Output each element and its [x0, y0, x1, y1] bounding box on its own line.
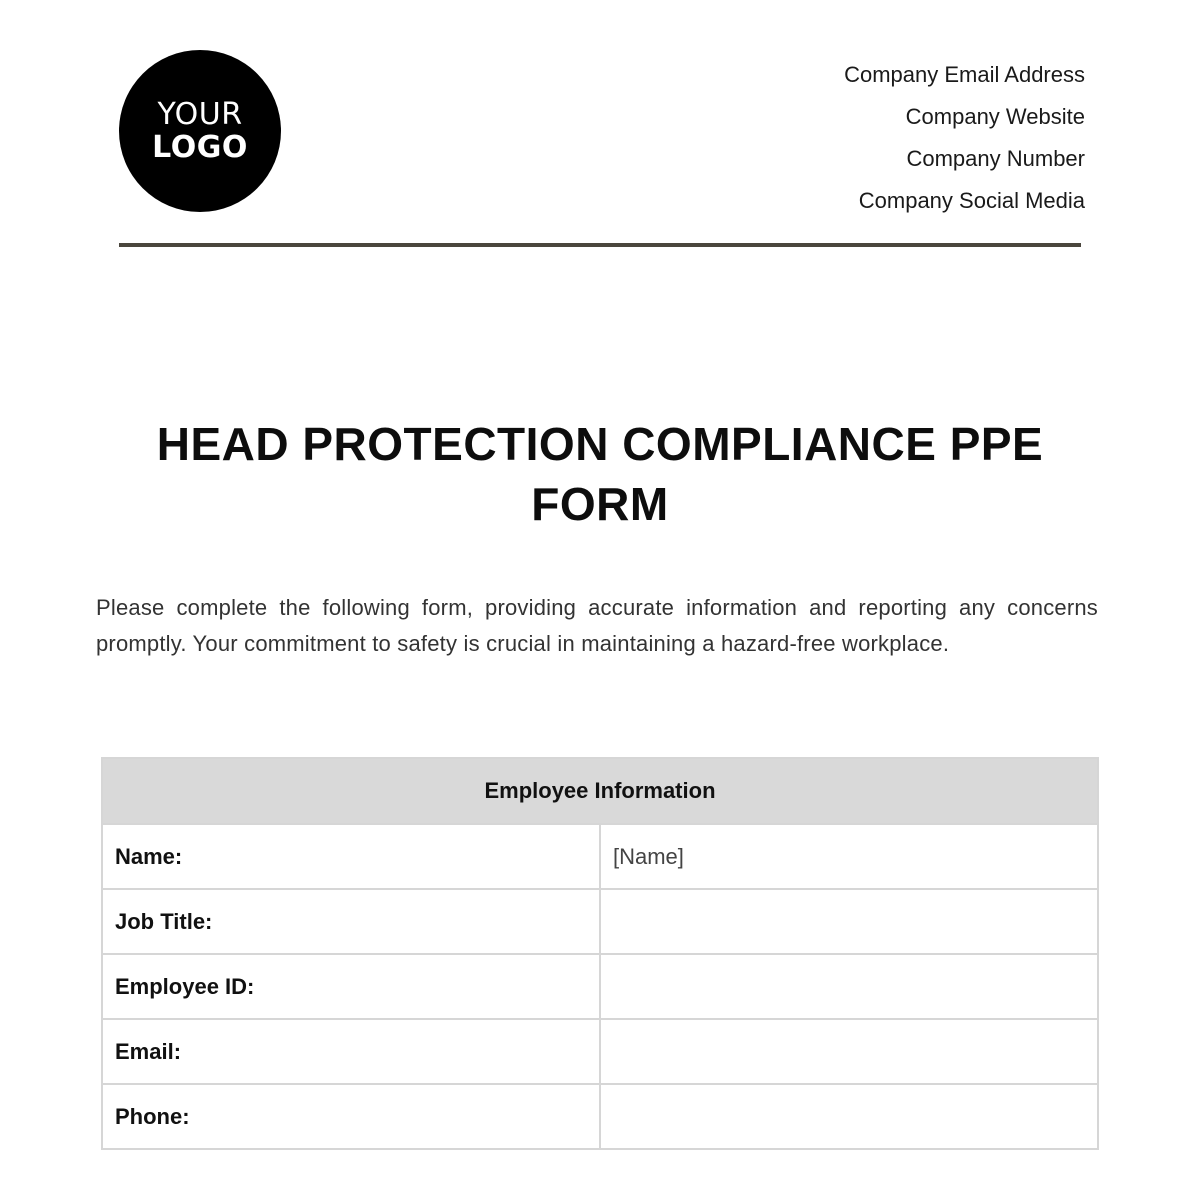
company-social-media: Company Social Media	[858, 188, 1085, 213]
company-contact-block	[844, 54, 1085, 222]
field-label-job-title: Job Title:	[102, 889, 600, 954]
field-label-phone: Phone:	[102, 1084, 600, 1149]
intro-paragraph: Please complete the following form, providing accurate information and reporting any concerns promptly. Your commitment to safety is crucial in maintaining a hazard-free workplace.	[96, 595, 1098, 656]
table-row-job-title	[102, 889, 1098, 954]
field-label-email: Email:	[102, 1019, 600, 1084]
table-row-employee-id	[102, 954, 1098, 1019]
document-title: HEAD PROTECTION COMPLIANCE PPE FORM	[156, 418, 1044, 530]
table-row-name	[102, 824, 1098, 889]
field-value-email[interactable]	[600, 1019, 1098, 1084]
company-number: Company Number	[906, 146, 1085, 171]
logo-text-line2: LOGO	[152, 129, 248, 165]
company-logo	[119, 50, 281, 212]
logo-text-line1: YOUR	[157, 96, 243, 132]
table-row-phone	[102, 1084, 1098, 1149]
field-value-job-title[interactable]	[600, 889, 1098, 954]
table-heading: Employee Information	[102, 758, 1098, 824]
field-value-name[interactable]: [Name]	[600, 824, 1098, 889]
table-row-email	[102, 1019, 1098, 1084]
company-email: Company Email Address	[844, 62, 1085, 87]
field-label-name: Name:	[102, 824, 600, 889]
employee-information-table	[101, 757, 1099, 1150]
field-value-phone[interactable]	[600, 1084, 1098, 1149]
field-value-employee-id[interactable]	[600, 954, 1098, 1019]
header-divider	[119, 243, 1081, 247]
field-label-employee-id: Employee ID:	[102, 954, 600, 1019]
table-header-row	[102, 758, 1098, 824]
company-website: Company Website	[905, 104, 1085, 129]
